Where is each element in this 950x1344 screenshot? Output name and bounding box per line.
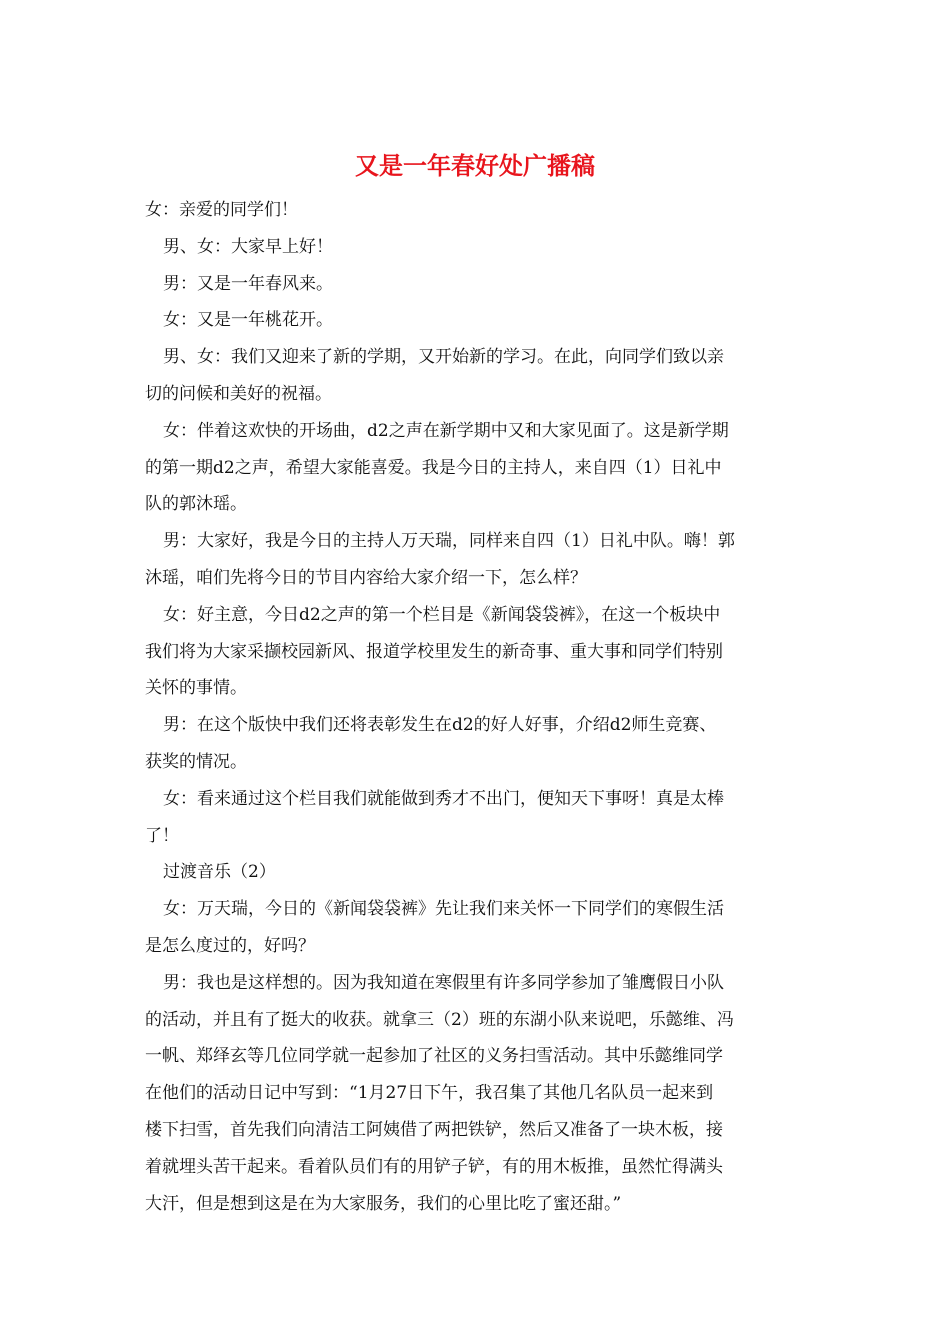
paragraph: 男：又是一年春风来。: [163, 273, 333, 294]
paragraph: 女：万天瑞，今日的《新闻袋袋裤》先让我们来关怀一下同学们的寒假生活 是怎么度过的，好吗？: [145, 899, 724, 956]
paragraph: 男：大家好，我是今日的主持人万天瑞，同样来自四（1）日礼中队。嗨！郭 沐瑶，咱们先将今日的节目内容给大家介绍一下，怎么样？: [145, 531, 735, 588]
paragraph: 过渡音乐（2）: [163, 862, 276, 883]
paragraph: 男、女：大家早上好！: [163, 236, 333, 257]
paragraph: 男、女：我们又迎来了新的学期，又开始新的学习。在此，向同学们致以亲 切的问候和美好的祝福。: [145, 347, 724, 404]
paragraph: 女：看来通过这个栏目我们就能做到秀才不出门，便知天下事呀！真是太棒 了！: [145, 788, 724, 846]
paragraph: 女：好主意，今日d2之声的第一个栏目是《新闻袋袋裤》，在这一个板块中 我们将为大家采撷校园新风、报道学校里发生的新奇事、重大事和同学们特别 关怀的事情。: [145, 604, 723, 699]
paragraph: 男：在这个版快中我们还将表彰发生在d2的好人好事，介绍d2师生竞赛、 获奖的情况。: [145, 715, 717, 772]
document-body: [145, 192, 810, 1222]
paragraph: 男：我也是这样想的。因为我知道在寒假里有许多同学参加了雏鹰假日小队 的活动，并且有了挺大的收获。就拿三（2）班的东湖小队来说吧，乐懿维、冯 一帆、郑绎玄等几位同学就一起参加了社区的义务扫雪活动。其中乐懿维同学 在他们的活动日记中写到：“1月27日下午，我召集了其他几名队员一起来到 楼下扫雪，首先我们向清洁工阿姨借了两把铁铲，然后又准备了一块木板，接 着就埋头苦干起来。看着队员们有的用铲子铲，有的用木板推，虽然忙得满头 大汗，但是想到这是在为大家服务，我们的心里比吃了蜜还甜。”: [145, 972, 734, 1214]
paragraph: 女：伴着这欢快的开场曲，d2之声在新学期中又和大家见面了。这是新学期 的第一期d2之声，希望大家能喜爱。我是今日的主持人，来自四（1）日礼中 队的郭沐瑶。: [145, 420, 729, 515]
paragraph: 女：亲爱的同学们！: [145, 200, 298, 220]
paragraph: 女：又是一年桃花开。: [163, 310, 333, 331]
document-title: 又是一年春好处广播稿: [355, 151, 595, 180]
